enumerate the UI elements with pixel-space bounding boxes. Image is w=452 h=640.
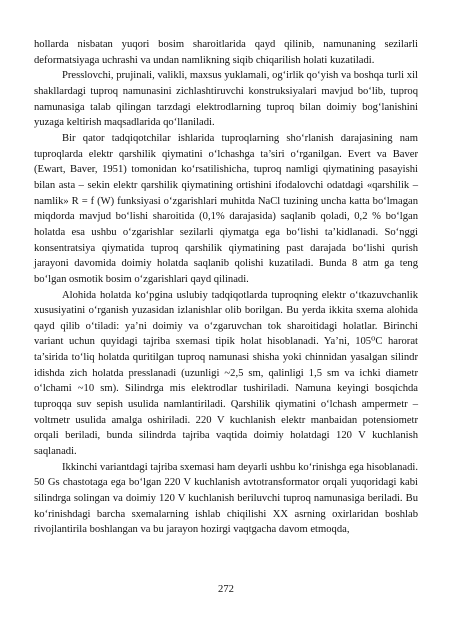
paragraph-2: Presslovchi, prujinali, valikli, maxsus yuklamali, og‘irlik qo‘yish va boshqa turli xil shakllardagi tuproq namunasini zichlashtiruvchi konstruksiyalari mavjud bo‘lib, tuproq namunasiga talab qilingan tarzdagi elektrodlarning tuproq bilan doimiy bog‘lanishini yuzaga keltirish maqsadlarida qo‘llaniladi. [34,70,418,129]
paragraph-3: Bir qator tadqiqotchilar ishlarida tuproqlarning sho‘rlanish darajasining nam tuproqlarda elektr qarshilik qiymatini o‘lchashga ta’siri o‘rganilgan. Evert va Baver (Ewart, Baver, 1951) tomonidan ko‘rsatilishicha, tuproq namligi qiymatining pasayishi bilan asta – sekin elektr qarshilik qiymatining ortishini ifodalovchi odatdagi «qarshilik – namlik» R = f (W) funksiyasi o‘zgarishlari muhitda NaCl tuzining uncha katta bo‘lmagan miqdorda mavjud bo‘lishi sharoitida (0,1% darajasida) saqlanib qoladi, 0,2 % bo‘lgan holatda esa ushbu o‘zgarishlar sezilarli qiymatga ega bo‘lishi ta’kidlanadi. So‘nggi konsentratsiya qiymatida tuproq qarshilik qiymatining past darajada bo‘lishi qurish jarayoni davomida doimiy holatda saqlanib qolishi kuzatiladi. Bunda 8 atm ga teng bo‘lgan osmotik bosim o‘zgarishlari qayd qilinadi. [34,132,418,285]
paragraph-5: Ikkinchi variantdagi tajriba sxemasi ham deyarli ushbu ko‘rinishga ega hisoblanadi. 50 Gs chastotaga ega bo‘lgan 220 V kuchlanish avtotransformator orqali yuqoridagi kabi silindrga solingan va doimiy 120 V kuchlanish beriluvchi tuproq namunasiga beriladi. Bu ko‘rinishdagi barcha sxemalarning ishlab chiqilishi XX asrning oxirlaridan boshlab rivojlantirila boshlangan va bu jarayon hozirgi vaqtgacha davom etmoqda, [34,461,418,536]
body-text [34,37,418,538]
page-number: 272 [218,584,234,595]
paragraph-1: hollarda nisbatan yuqori bosim sharoitlarida qayd qilinib, namunaning sezilarli deformatsiyaga uchrashi va undan namlikning siqib chiqarilish holati kuzatiladi. [34,39,418,66]
paragraph-4: Alohida holatda ko‘pgina uslubiy tadqiqotlarda tuproqning elektr o‘tkazuvchanlik xususiyatini o‘rganish yuzasidan izlanishlar olib borilgan. Bu yerda ikkita sxema alohida qayd qilib o‘tiladi: ya’ni doimiy va o‘zgaruvchan tok sharoitidagi holatlar. Birinchi variant uchun quyidagi tajriba sxemasi tipik holat hisoblanadi. Ya’ni, 105⁰C harorat ta’sirida to‘liq holatda quritilgan tuproq namunasi shisha yoki chinnidan yasalgan silindr idishda zich holatda presslanadi (uzunligi ~2,5 sm, qalinligi 1,5 sm va ichki diametr o‘lchami ~10 sm). Silindrga mis elektrodlar tushiriladi. Namuna keyingi bosqichda tuproqqa suv sepish usulida namlantiriladi. Qarshilik qiymatini o‘lchash ampermetr – voltmetr usulida amalga oshiriladi. 220 V kuchlanish elektr manbaidan potensiometr orqali beriladi, bunda silindrda tajriba vaqtida doimiy holatdagi 120 V kuchlanish saqlanadi. [34,289,418,458]
